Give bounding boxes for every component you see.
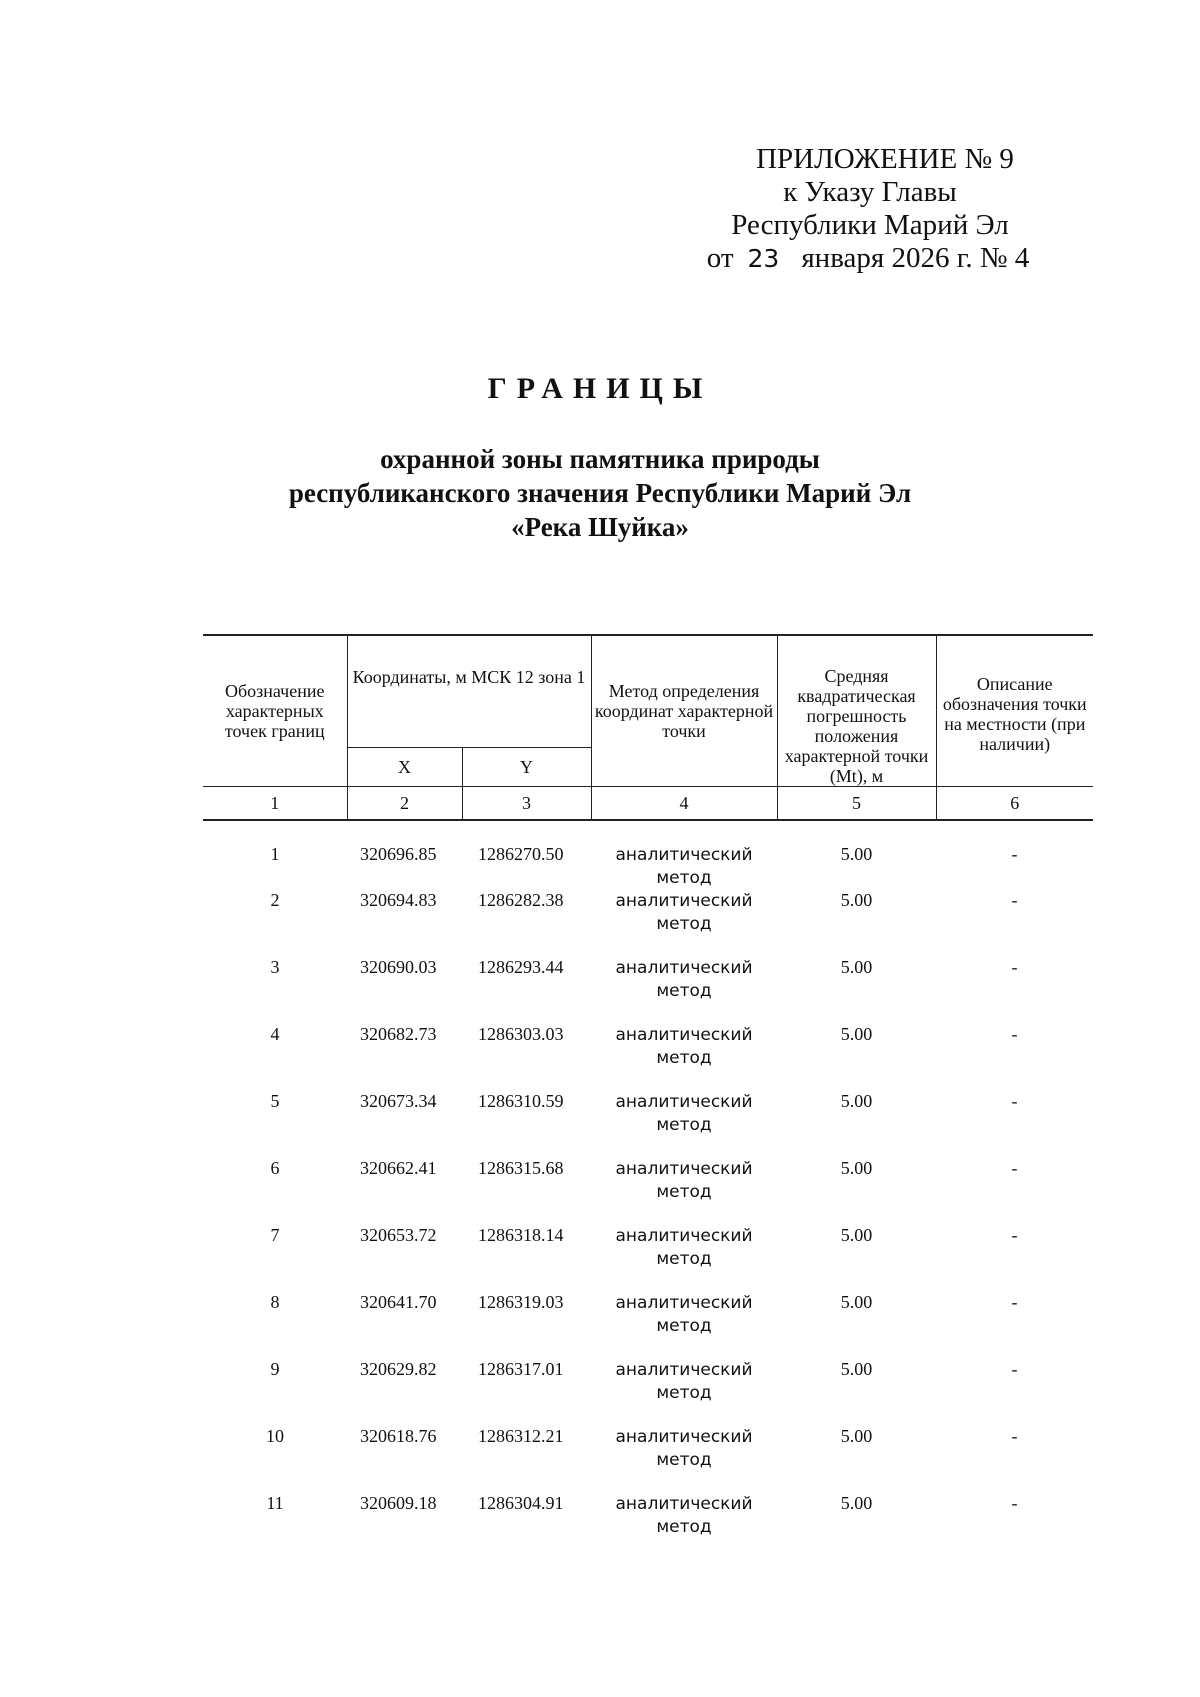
description-cell: -	[1011, 1359, 1018, 1379]
x-coordinate-cell: 320609.18	[360, 1493, 437, 1513]
column-number: 4	[591, 787, 777, 821]
method-cell: аналитический метод	[615, 891, 753, 934]
y-coordinate-cell: 1286312.21	[478, 1426, 564, 1446]
y-coordinate-cell: 1286319.03	[478, 1292, 564, 1312]
accuracy-cell: 5.00	[840, 1493, 873, 1513]
annex-date-day: 23	[747, 244, 780, 273]
point-cell: 2	[270, 890, 280, 910]
table-body	[203, 820, 1093, 1560]
description-cell: -	[1011, 1091, 1018, 1111]
method-cell: аналитический метод	[615, 1159, 753, 1202]
column-number: 2	[347, 787, 462, 821]
accuracy-cell: 5.00	[840, 1158, 873, 1178]
point-cell: 9	[270, 1359, 280, 1379]
table-row	[203, 1493, 1093, 1560]
method-cell: аналитический метод	[615, 1293, 753, 1336]
point-cell: 1	[270, 844, 280, 864]
accuracy-cell: 5.00	[840, 1426, 873, 1446]
y-coordinate-cell: 1286282.38	[478, 890, 564, 910]
accuracy-cell: 5.00	[840, 1091, 873, 1111]
method-cell: аналитический метод	[615, 1494, 753, 1537]
x-coordinate-cell: 320682.73	[360, 1024, 437, 1044]
x-coordinate-cell: 320690.03	[360, 957, 437, 977]
point-cell: 8	[270, 1292, 280, 1312]
description-cell: -	[1011, 1024, 1018, 1044]
accuracy-cell: 5.00	[840, 957, 873, 977]
description-cell: -	[1011, 957, 1018, 977]
description-cell: -	[1011, 844, 1018, 864]
y-coordinate-cell: 1286303.03	[478, 1024, 564, 1044]
subtitle-line-3: «Река Шуйка»	[511, 512, 689, 542]
annex-date-rest: января 2026 г. № 4	[801, 242, 1030, 274]
table-row	[203, 820, 1093, 890]
x-coordinate-cell: 320696.85	[360, 844, 437, 864]
header-y: Y	[462, 748, 591, 787]
accuracy-cell: 5.00	[840, 1292, 873, 1312]
header-x: X	[347, 748, 462, 787]
subtitle-line-2: республиканского значения Республики Марий Эл	[288, 478, 912, 508]
annex-date	[688, 242, 1048, 275]
table-row	[203, 1024, 1093, 1091]
accuracy-cell: 5.00	[840, 1359, 873, 1379]
method-cell: аналитический метод	[615, 1360, 753, 1403]
column-number: 1	[203, 787, 347, 821]
method-cell: аналитический метод	[615, 845, 753, 888]
method-cell: аналитический метод	[615, 1025, 753, 1068]
subtitle-line-1: охранной зоны памятника природы	[380, 444, 820, 474]
point-cell: 11	[266, 1493, 284, 1513]
annex-decree: к Указу Главы	[783, 176, 957, 208]
point-cell: 3	[270, 957, 280, 977]
accuracy-cell: 5.00	[840, 1225, 873, 1245]
column-number: 6	[936, 787, 1093, 821]
header-coordinates: Координаты, м МСК 12 зона 1	[347, 635, 591, 748]
table-row	[203, 957, 1093, 1024]
header-designation: Обозначение характерных точек границ	[203, 635, 347, 787]
description-cell: -	[1011, 1426, 1018, 1446]
description-cell: -	[1011, 1292, 1018, 1312]
table-row	[203, 1359, 1093, 1426]
y-coordinate-cell: 1286310.59	[478, 1091, 564, 1111]
x-coordinate-cell: 320641.70	[360, 1292, 437, 1312]
table-row	[203, 1292, 1093, 1359]
table-row	[203, 1158, 1093, 1225]
point-cell: 10	[266, 1426, 284, 1446]
accuracy-cell: 5.00	[840, 890, 873, 910]
description-cell: -	[1011, 1158, 1018, 1178]
table-row	[203, 1426, 1093, 1493]
y-coordinate-cell: 1286270.50	[478, 844, 564, 864]
annex-block	[690, 143, 1050, 275]
accuracy-cell: 5.00	[840, 844, 873, 864]
annex-number: ПРИЛОЖЕНИЕ № 9	[756, 143, 1014, 175]
coordinates-table	[203, 634, 1093, 1560]
y-coordinate-cell: 1286304.91	[478, 1493, 564, 1513]
document-title: ГРАНИЦЫ	[487, 372, 713, 405]
x-coordinate-cell: 320618.76	[360, 1426, 437, 1446]
point-cell: 4	[270, 1024, 280, 1044]
header-method: Метод определения координат характерной точки	[591, 635, 777, 787]
x-coordinate-cell: 320694.83	[360, 890, 437, 910]
document-subtitle	[0, 442, 1200, 544]
header-description: Описание обозначения точки на местности (при наличии)	[936, 635, 1093, 787]
description-cell: -	[1011, 1493, 1018, 1513]
x-coordinate-cell: 320673.34	[360, 1091, 437, 1111]
y-coordinate-cell: 1286318.14	[478, 1225, 564, 1245]
x-coordinate-cell: 320629.82	[360, 1359, 437, 1379]
point-cell: 7	[270, 1225, 280, 1245]
method-cell: аналитический метод	[615, 958, 753, 1001]
point-cell: 5	[270, 1091, 280, 1111]
table-row	[203, 1225, 1093, 1292]
description-cell: -	[1011, 1225, 1018, 1245]
column-number: 5	[777, 787, 936, 821]
table-row	[203, 1091, 1093, 1158]
annex-date-prefix: от	[706, 242, 734, 274]
accuracy-cell: 5.00	[840, 1024, 873, 1044]
x-coordinate-cell: 320653.72	[360, 1225, 437, 1245]
table-row	[203, 890, 1093, 957]
annex-republic: Республики Марий Эл	[731, 209, 1009, 241]
method-cell: аналитический метод	[615, 1427, 753, 1470]
y-coordinate-cell: 1286315.68	[478, 1158, 564, 1178]
x-coordinate-cell: 320662.41	[360, 1158, 437, 1178]
header-accuracy: Средняя квадратическая погрешность положения характерной точки (Mt), м	[777, 635, 936, 787]
column-number: 3	[462, 787, 591, 821]
y-coordinate-cell: 1286293.44	[478, 957, 564, 977]
point-cell: 6	[270, 1158, 280, 1178]
method-cell: аналитический метод	[615, 1092, 753, 1135]
description-cell: -	[1011, 890, 1018, 910]
method-cell: аналитический метод	[615, 1226, 753, 1269]
y-coordinate-cell: 1286317.01	[478, 1359, 564, 1379]
